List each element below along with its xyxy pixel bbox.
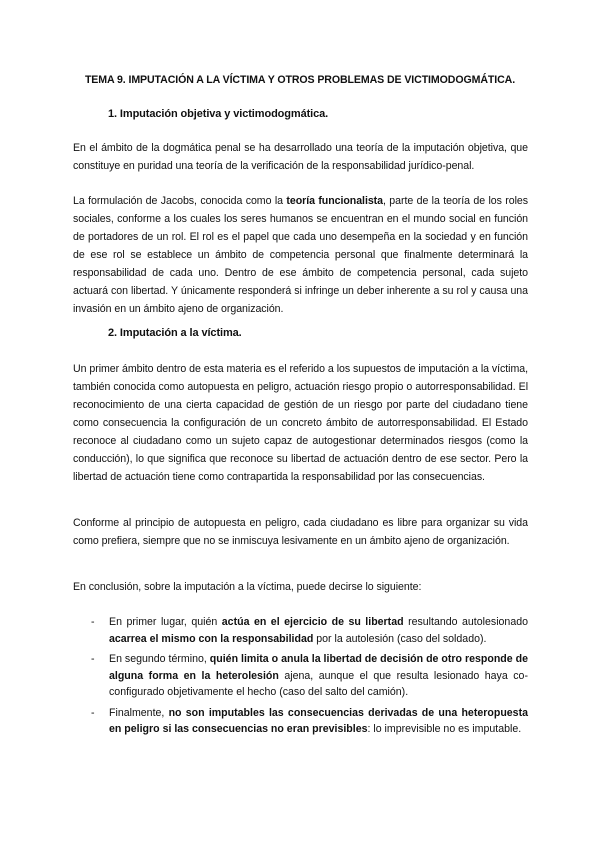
list-item-text: ajena, aunque el que resulta lesionado haya co-configurado objetivamente el hecho (caso del salto del camión).	[109, 669, 528, 698]
section-heading-2: 2. Imputación a la víctima.	[108, 327, 242, 339]
list-item-bold: acarrea el mismo con la responsabilidad	[109, 632, 314, 645]
document-title: TEMA 9. IMPUTACIÓN A LA VÍCTIMA Y OTROS PROBLEMAS DE VICTIMODOGMÁTICA.	[84, 74, 516, 86]
list-item-bold: actúa en el ejercicio de su libertad	[221, 616, 404, 628]
list-item-text: por la autolesión (caso del soldado).	[313, 632, 487, 645]
paragraph-2-text-b: , parte de la teoría de los roles sociales, conforme a los cuales los seres humanos se encuentran en el mundo social en función de portadores de un rol. El rol es el papel que cada uno desempeña en la sociedad y en función de ese rol se establece un ámbito de competencia personal que finalmente determinará la responsabilidad de cada uno. Dentro de ese ámbito de competencia personal, cada sujeto actuará con libertad. Y únicamente responderá si infringe un deber inherente a su rol y causa una invasión en un ámbito ajeno de organización.	[73, 195, 528, 315]
paragraph-4: Conforme al principio de autopuesta en peligro, cada ciudadano es libre para organizar su vida como prefiera, siempre que no se inmiscuya lesivamente en un ámbito ajeno de organización.	[73, 517, 528, 547]
paragraph-1: En el ámbito de la dogmática penal se ha desarrollado una teoría de la imputación objetiva, que constituye en puridad una teoría de la verificación de la responsabilidad jurídico-penal.	[73, 142, 528, 172]
list-item-text: Finalmente,	[109, 706, 169, 719]
paragraph-2-bold: teoría funcionalista	[286, 195, 384, 207]
bullet-dash: -	[91, 653, 95, 665]
list-item	[73, 614, 528, 647]
list-item	[73, 705, 528, 738]
list-item-text: En primer lugar, quién	[109, 616, 222, 628]
section-heading-1: 1. Imputación objetiva y victimodogmática.	[108, 108, 329, 120]
list-item-text: resultando autolesionado	[403, 616, 529, 628]
bullet-dash: -	[91, 706, 95, 719]
paragraph-5: En conclusión, sobre la imputación a la víctima, puede decirse lo siguiente:	[73, 581, 422, 593]
list-item-text: : lo imprevisible no es imputable.	[367, 723, 522, 735]
paragraph-2-text-a: La formulación de Jacobs, conocida como la	[73, 195, 287, 207]
conclusion-list	[73, 614, 528, 742]
paragraph-2	[73, 192, 528, 318]
list-item	[73, 651, 528, 701]
list-item-bold: quién limita o anula la libertad de decisión de otro responde de alguna forma en la heterolesión	[109, 653, 528, 682]
paragraph-3: Un primer ámbito dentro de esta materia es el referido a los supuestos de imputación a la víctima, también conocida como autopuesta en peligro, actuación riesgo propio o autorresponsabilidad. El reconocimiento de una cierta capacidad de gestión de un riesgo por parte del ciudadano tiene como consecuencia la configuración de un concreto ámbito de autorresponsabilidad. El Estado reconoce al ciudadano como un sujeto capaz de autogestionar determinados riesgos (como la conducción), lo que significa que reconoce su libertad de actuación dentro de ese sector. Pero la libertad de actuación tiene como contrapartida la responsabilidad por las consecuencias.	[73, 363, 528, 483]
list-item-text: En segundo término,	[109, 653, 210, 665]
bullet-dash: -	[91, 616, 95, 628]
list-item-bold: no son imputables las consecuencias derivadas de una heteropuesta en peligro si las consecuencias no eran previsibles	[109, 706, 528, 735]
